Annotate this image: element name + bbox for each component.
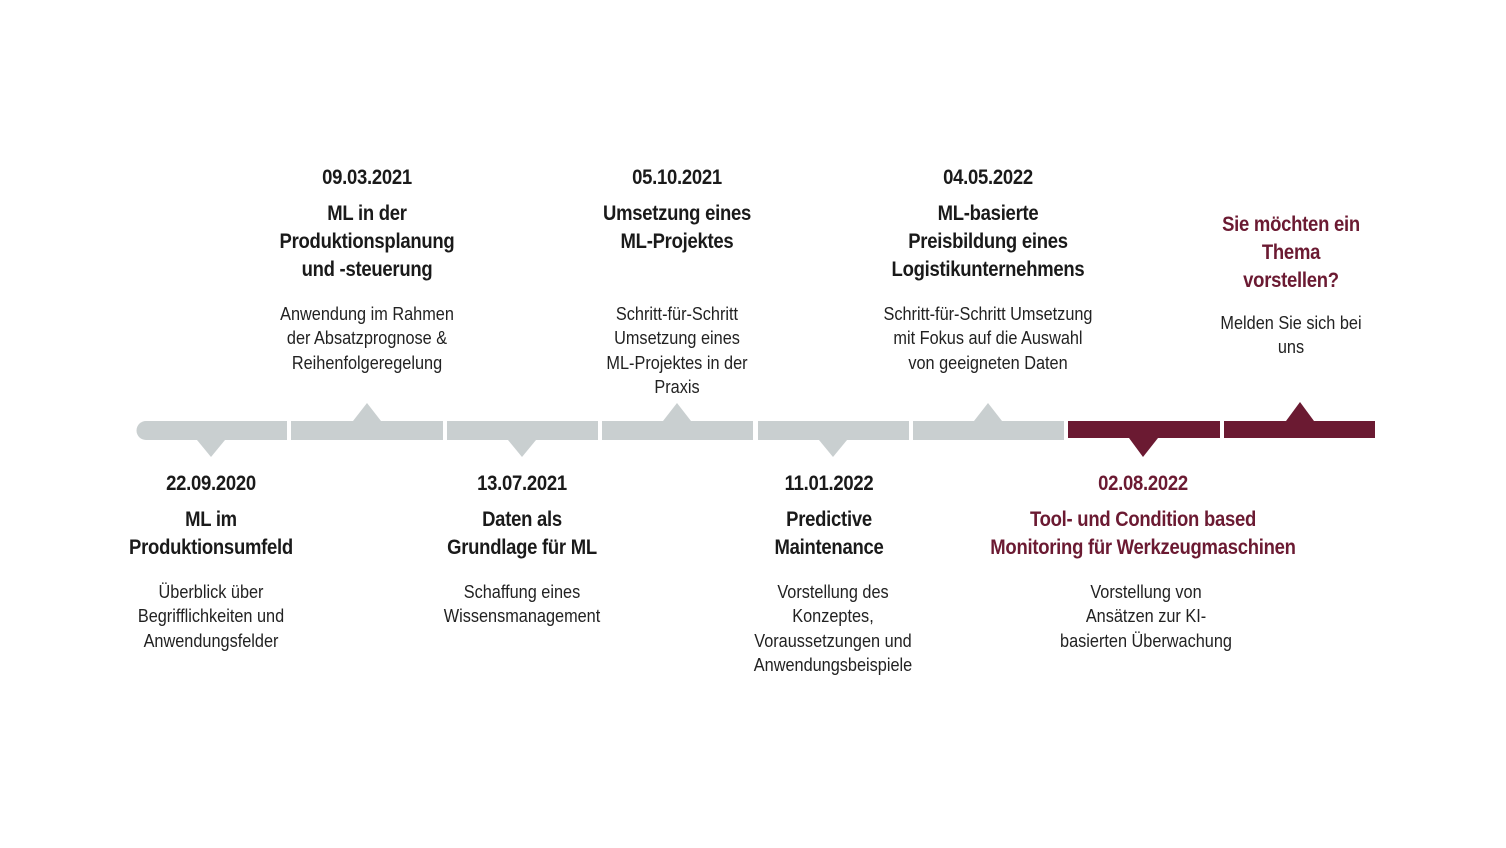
event-date: 22.09.2020 <box>166 472 256 495</box>
timeline-segment-8 <box>1224 402 1375 438</box>
event-title: ML in der Produktionsplanung und -steuerung <box>279 202 455 281</box>
event-title: ML-basierte Preisbildung eines Logistikunternehmens <box>891 202 1085 281</box>
timeline-event-1 <box>86 470 336 653</box>
event-description: Vorstellung von Ansätzen zur KI- basierten Überwachung <box>1060 581 1232 651</box>
event-description: Schritt-für-Schritt Umsetzung mit Fokus auf die Auswahl von geeigneten Daten <box>883 303 1093 373</box>
event-date: 13.07.2021 <box>477 472 567 495</box>
timeline-segment-2 <box>291 403 443 440</box>
event-description: Überblick über Begrifflichkeiten und Anwendungsfelder <box>137 581 285 651</box>
timeline-segment-5 <box>758 421 909 457</box>
timeline-event-5 <box>704 470 954 677</box>
event-date: 02.08.2022 <box>1098 472 1188 495</box>
event-title: Umsetzung eines ML-Projektes <box>602 202 752 253</box>
event-date: 09.03.2021 <box>322 166 412 189</box>
cta-title: Sie möchten ein Thema vorstellen? <box>1222 213 1360 292</box>
event-title: ML im Produktionsumfeld <box>129 508 293 559</box>
timeline-segment-7 <box>1068 421 1220 457</box>
timeline-segment-3 <box>447 421 598 457</box>
event-description: Schritt-für-Schritt Umsetzung eines ML-Projektes in der Praxis <box>606 303 748 397</box>
timeline-segment-1 <box>137 421 288 457</box>
event-description: Vorstellung des Konzeptes, Voraussetzungen und Anwendungsbeispiele <box>753 581 913 675</box>
timeline-event-3 <box>397 470 647 629</box>
event-date: 04.05.2022 <box>943 166 1033 189</box>
event-date: 11.01.2022 <box>784 472 874 495</box>
timeline-segment-4 <box>602 403 753 440</box>
event-title: Tool- und Condition based Monitoring für Werkzeugmaschinen <box>990 508 1296 559</box>
timeline-event-2 <box>242 164 492 375</box>
timeline-event-6 <box>838 164 1138 375</box>
event-title: Predictive Maintenance <box>774 508 884 559</box>
event-date: 05.10.2021 <box>632 166 722 189</box>
event-description: Schaffung eines Wissensmanagement <box>443 581 601 627</box>
timeline-event-7 <box>953 470 1333 653</box>
cta-description: Melden Sie sich bei uns <box>1220 312 1362 358</box>
timeline-event-4 <box>552 164 802 399</box>
event-title: Daten als Grundlage für ML <box>447 508 597 559</box>
call-to-action <box>1166 203 1416 360</box>
timeline-segment-6 <box>913 403 1064 440</box>
event-description: Anwendung im Rahmen der Absatzprognose & Reihenfolgeregelung <box>280 303 454 373</box>
